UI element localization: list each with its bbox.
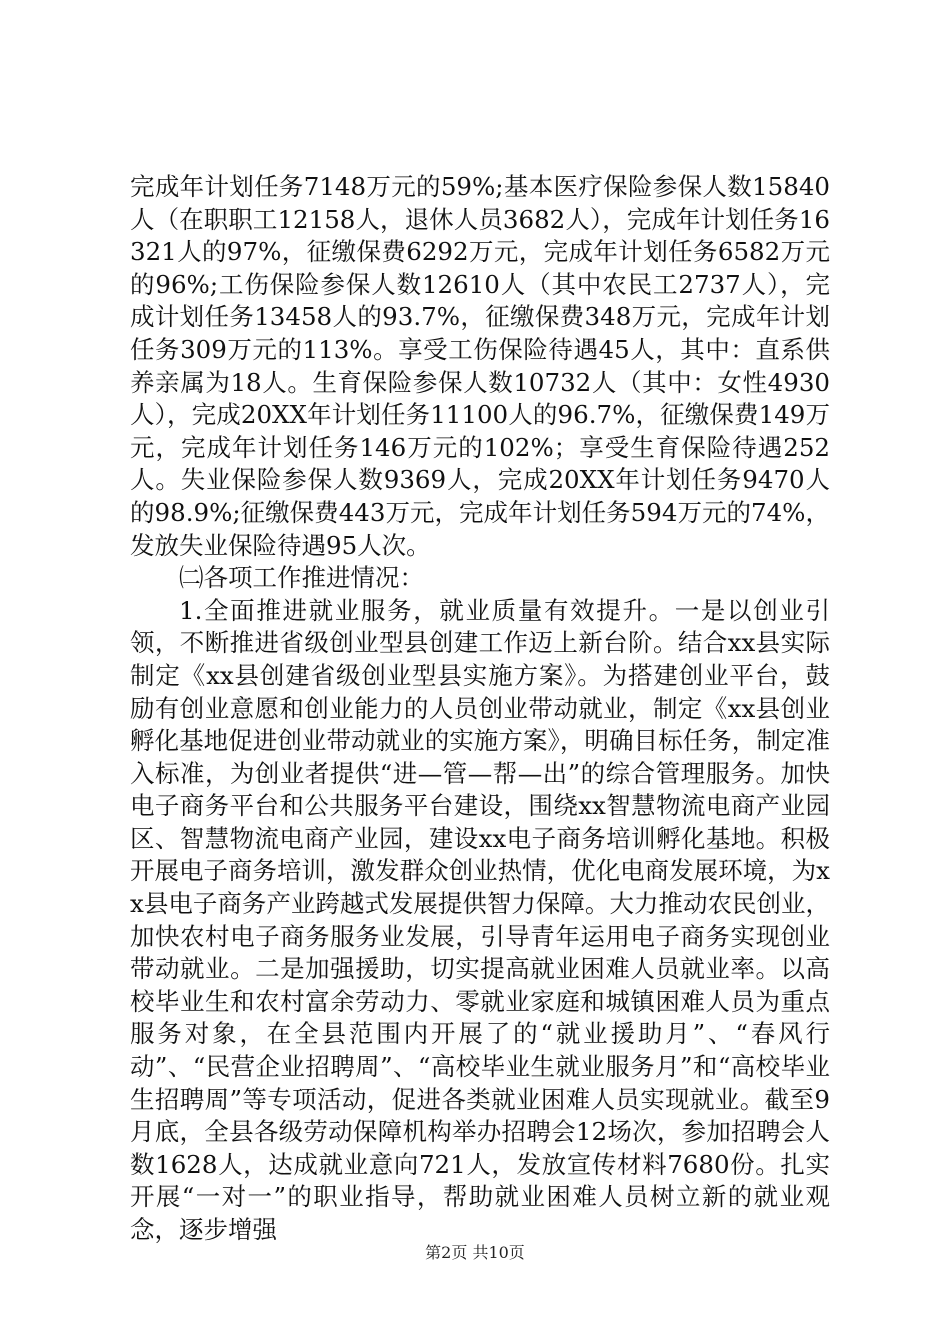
paragraph-employment-services: 1.全面推进就业服务，就业质量有效提升。一是以创业引领，不断推进省级创业型县创建工作迈上新台阶。结合xx县实际制定《xx县创建省级创业型县实施方案》。为搭建创业平台，鼓励有创业意愿和创业能力的人员创业带动就业，制定《xx县创业孵化基地促进创业带动就业的实施方案》，明确目标任务，制定准入标准，为创业者提供“进—管—帮—出”的综合管理服务。加快电子商务平台和公共服务平台建设，围绕xx智慧物流电商产业园区、智慧物流电商产业园，建设xx电子商务培训孵化基地。积极开展电子商务培训，激发群众创业热情，优化电商发展环境，为xx县电子商务产业跨越式发展提供智力保障。大力推动农民创业，加快农村电子商务服务业发展，引导青年运用电子商务实现创业带动就业。二是加强援助，切实提高就业困难人员就业率。以高校毕业生和农村富余劳动力、零就业家庭和城镇困难人员为重点服务对象，在全县范围内开展了的“就业援助月”、“春风行动”、“民营企业招聘周”、“高校毕业生就业服务月”和“高校毕业生招聘周”等专项活动，促进各类就业困难人员实现就业。截至9月底，全县各级劳动保障机构举办招聘会12场次，参加招聘会人数1628人，达成就业意向721人，发放宣传材料7680份。扎实开展“一对一”的职业指导，帮助就业困难人员树立新的就业观念，逐步增强 xyxy=(130,595,830,1244)
paragraph-insurance-stats: 完成年计划任务7148万元的59%;基本医疗保险参保人数15840人（在职职工12158人，退休人员3682人），完成年计划任务16321人的97%，征缴保费6292万元，完成年计划任务6582万元的96%;工伤保险参保人数12610人（其中农民工2737人），完成计划任务13458人的93.7%，征缴保费348万元，完成年计划任务309万元的113%。享受工伤保险待遇45人，其中：直系供养亲属为18人。生育保险参保人数10732人（其中：女性4930人），完成20XX年计划任务11100人的96.7%，征缴保费149万元，完成年计划任务146万元的102%；享受生育保险待遇252人。失业保险参保人数9369人，完成20XX年计划任务9470人的98.9%;征缴保费443万元，完成年计划任务594万元的74%，发放失业保险待遇95人次。 xyxy=(130,172,830,560)
document-body xyxy=(130,171,830,1247)
section-heading-work-progress: ㈡各项工作推进情况： xyxy=(179,563,424,593)
page-footer: 第2页 共10页 xyxy=(425,1243,525,1262)
